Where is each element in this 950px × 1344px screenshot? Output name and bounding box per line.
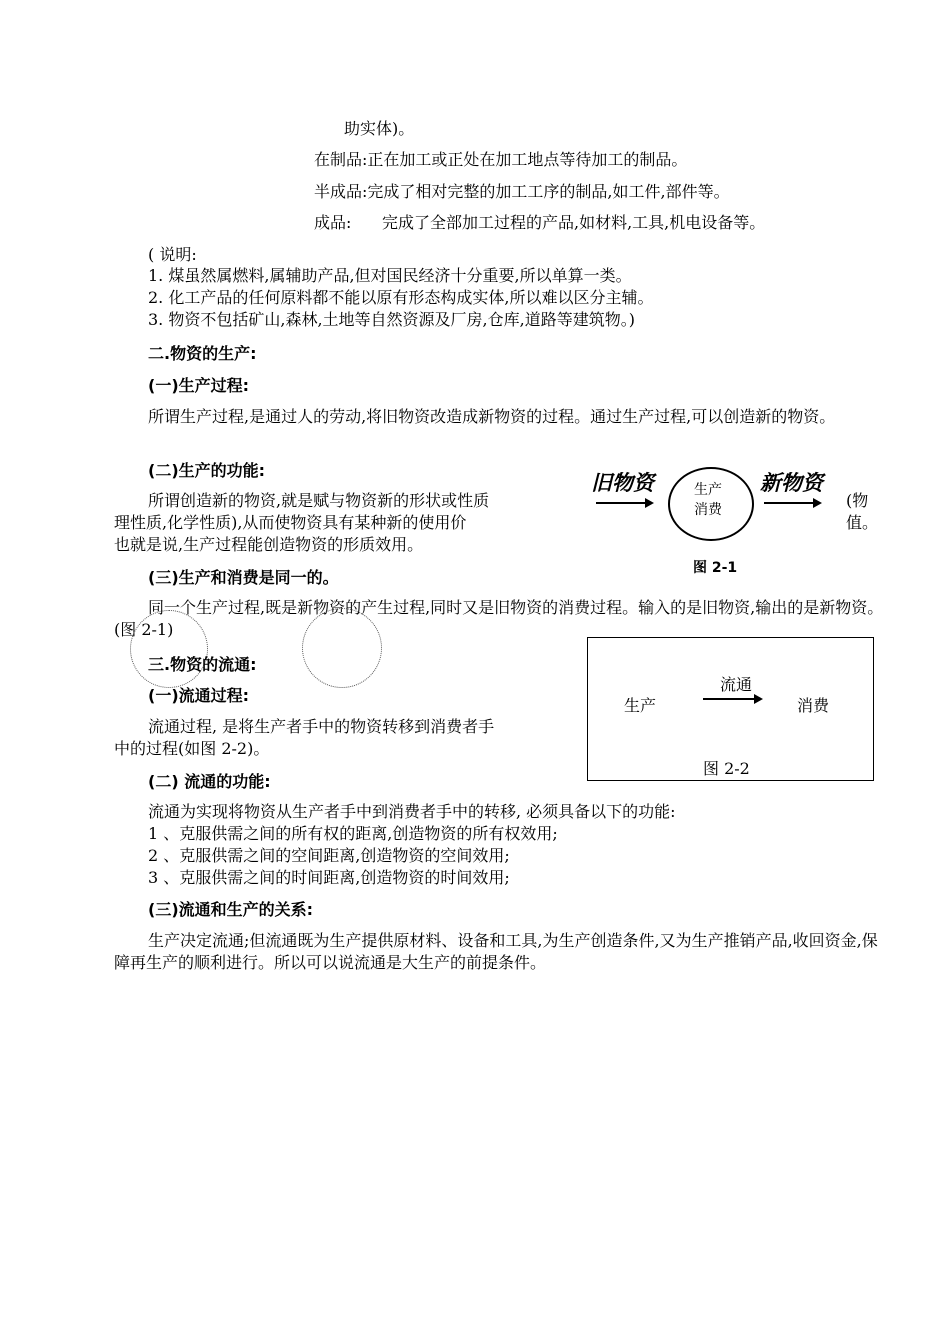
- circulation-function-item: 2 、克服供需之间的空间距离,创造物资的空间效用;: [148, 846, 510, 865]
- paragraph-circulation-process-line: 中的过程(如图 2-2)。: [114, 739, 270, 758]
- fig2-arrow-label: 流通: [720, 675, 753, 694]
- subheading-production-consumption: (三)生产和消费是同一的。: [148, 568, 339, 587]
- circulation-function-item: 3 、克服供需之间的时间距离,创造物资的时间效用;: [148, 868, 510, 887]
- paragraph-production-process: 所谓生产过程,是通过人的劳动,将旧物资改造成新物资的过程。通过生产过程,可以创造新的物资。: [148, 407, 836, 426]
- fig2-consumption-label: 消费: [797, 696, 830, 715]
- subheading-circulation-relation: (三)流通和生产的关系:: [148, 900, 314, 919]
- fig1-arrow-out-head: [813, 498, 822, 508]
- classification-term-finished: 成品:: [314, 213, 352, 232]
- classification-line-3: 半成品:完成了相对完整的加工工序的制品,如工件,部件等。: [314, 182, 730, 201]
- fig2-caption: 图 2-2: [703, 759, 750, 778]
- paragraph-circulation-relation: 生产决定流通;但流通既为生产提供原材料、设备和工具,为生产创造条件,又为生产推销产品,收回资金,保障再生产的顺利进行。所以可以说流通是大生产的前提条件。: [114, 931, 878, 972]
- fig2-arrow: [703, 698, 755, 700]
- subheading-production-function: (二)生产的功能:: [148, 461, 266, 480]
- fig1-arrow-in-head: [645, 498, 654, 508]
- subheading-circulation-function: (二) 流通的功能:: [148, 772, 271, 791]
- fig1-caption: 图 2-1: [693, 560, 738, 576]
- fig1-old-material-label: 旧物资: [591, 471, 654, 495]
- paragraph-production-consumption: 同一个生产过程,既是新物资的产生过程,同时又是旧物资的消费过程。输入的是旧物资,输出的是新物资。(图 2-1): [114, 598, 884, 639]
- classification-line-4: 完成了全部加工过程的产品,如材料,工具,机电设备等。: [382, 213, 766, 232]
- paragraph-production-function-line: 也就是说,生产过程能创造物资的形质效用。: [114, 535, 424, 554]
- note-item: 3. 物资不包括矿山,森林,土地等自然资源及厂房,仓库,道路等建筑物。): [148, 310, 635, 329]
- paragraph-production-function-line: 理性质,化学性质),从而使物资具有某种新的使用价: [114, 513, 467, 532]
- fig1-arrow-out: [764, 502, 814, 504]
- fig1-new-material-label: 新物资: [760, 471, 823, 495]
- section-heading-production: 二.物资的生产:: [148, 344, 257, 363]
- dotted-stamp-circle: [302, 608, 382, 688]
- paragraph-circulation-process-line: 流通过程, 是将生产者手中的物资转移到消费者手: [148, 717, 495, 736]
- paragraph-production-function-right: 值。: [846, 513, 879, 532]
- note-item: 2. 化工产品的任何原料都不能以原有形态构成实体,所以难以区分主辅。: [148, 288, 654, 307]
- notes-heading: ( 说明:: [148, 245, 197, 264]
- paragraph-production-function-right: (物: [846, 491, 869, 510]
- paragraph-production-function-line: 所谓创造新的物资,就是赋与物资新的形状或性质: [148, 491, 490, 510]
- fig1-circle-top-label: 生产: [694, 482, 722, 498]
- paragraph-circulation-function: 流通为实现将物资从生产者手中到消费者手中的转移, 必须具备以下的功能:: [148, 802, 676, 821]
- fig1-arrow-in: [596, 502, 646, 504]
- fig1-circle-bottom-label: 消费: [694, 502, 722, 518]
- fig2-production-label: 生产: [624, 696, 657, 715]
- circulation-function-item: 1 、克服供需之间的所有权的距离,创造物资的所有权效用;: [148, 824, 558, 843]
- note-item: 1. 煤虽然属燃料,属辅助产品,但对国民经济十分重要,所以单算一类。: [148, 266, 632, 285]
- fig2-arrow-head: [754, 694, 763, 704]
- section-heading-circulation: 三.物资的流通:: [148, 655, 257, 674]
- subheading-production-process: (一)生产过程:: [148, 376, 250, 395]
- classification-line-2: 在制品:正在加工或正处在加工地点等待加工的制品。: [314, 150, 688, 169]
- dotted-stamp-circle: [130, 610, 208, 688]
- subheading-circulation-process: (一)流通过程:: [148, 686, 250, 705]
- classification-line-1: 助实体)。: [344, 119, 415, 138]
